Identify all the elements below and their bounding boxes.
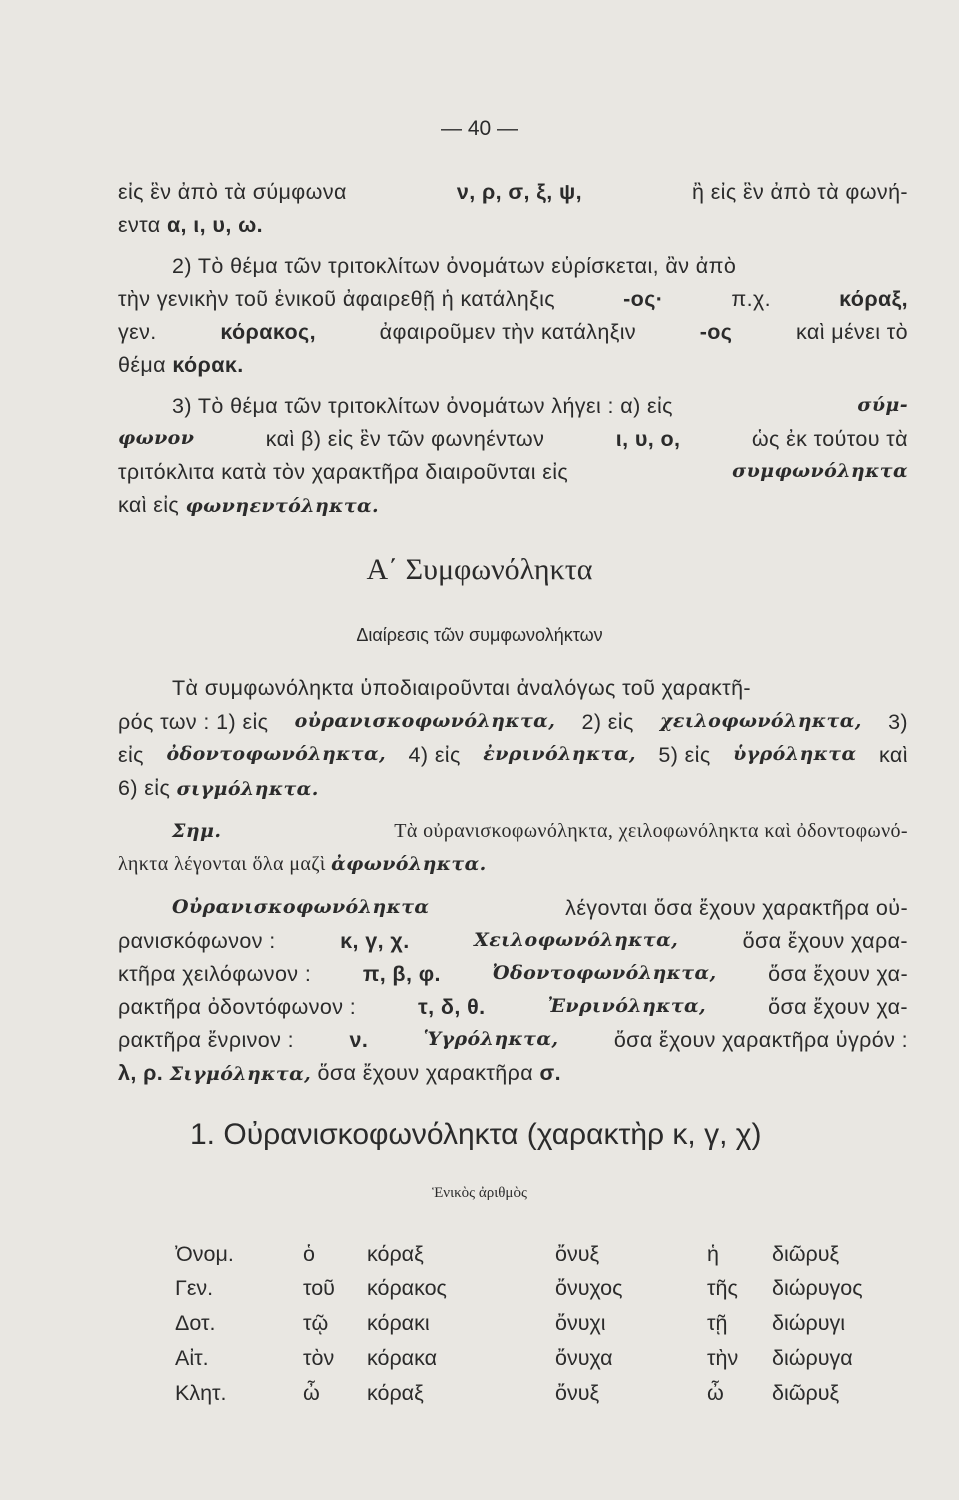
text-line (118, 353, 244, 378)
text-line (118, 929, 908, 954)
table-cell: τὴν (707, 1346, 739, 1370)
text-span: ρός των : 1) εἰς (118, 710, 269, 734)
text-span: καὶ β) εἰς ἓν τῶν φωνηέντων (265, 427, 545, 451)
text-span: ρακτῆρα ἔνρινον : (118, 1028, 295, 1052)
text-line (118, 776, 319, 801)
text-span: 2) εἰς (581, 710, 634, 734)
text-line (118, 460, 908, 485)
text-span: π.χ. (731, 287, 772, 311)
text-span: ρανισκόφωνον : (118, 929, 276, 953)
letters: π, β, φ. (362, 962, 441, 986)
term: χειλοφωνόληκτα, (660, 710, 862, 732)
term: συμφωνόληκτα (732, 460, 908, 482)
term: ὀδοντοφωνόληκτα, (166, 743, 387, 765)
table-cell: τῷ (303, 1311, 329, 1335)
text-span: 5) εἰς (658, 743, 711, 767)
text-span: λέγονται ὅσα ἔχουν χαρακτῆρα οὐ- (565, 896, 908, 920)
term: ἀφωνόληκτα. (331, 853, 487, 875)
term: Χειλοφωνόληκτα, (474, 929, 679, 951)
letters: ν. (349, 1028, 369, 1052)
table-cell: ὦ (707, 1381, 724, 1405)
table-cell: διῶρυξ (772, 1242, 840, 1266)
table-cell: ὄνυχος (555, 1276, 623, 1300)
table-cell: κόραξ (367, 1381, 424, 1405)
number-label: Ἑνικὸς ἀριθμὸς (432, 1185, 527, 1201)
table-cell: κόρακος (367, 1276, 447, 1300)
case-label: Ὀνομ. (175, 1242, 234, 1266)
text-span: ληκτα λέγονται ὅλα μαζὶ (118, 853, 326, 875)
letters: ι, υ, ο, (615, 427, 681, 451)
term: Ὀδοντοφωνόληκτα, (492, 962, 717, 984)
text-span: 4) εἰς (408, 743, 461, 767)
text-span: ἢ εἰς ἓν ἀπὸ τὰ φωνή- (691, 180, 908, 204)
term: σιγμόληκτα. (176, 778, 319, 800)
text-span: ὅσα ἔχουν χαρα- (742, 929, 908, 953)
text-line (172, 896, 908, 921)
text-span: καὶ (879, 743, 908, 767)
term: Ὑγρόληκτα, (423, 1028, 559, 1050)
text-span: Τὰ συμφωνόληκτα ὑποδιαιροῦνται ἀναλόγως τοῦ χαρακτῆ- (172, 676, 751, 700)
note-line (118, 853, 487, 876)
text-span: γεν. (118, 320, 157, 344)
table-cell: διώρυγος (772, 1276, 863, 1300)
text-line (118, 213, 263, 238)
table-cell: ὁ (303, 1242, 315, 1266)
text-span: ὅσα ἔχουν χαρακτῆρα ὑγρόν : (613, 1028, 908, 1052)
note-label: Σημ. (172, 820, 222, 842)
table-cell: τοῦ (303, 1276, 335, 1300)
case-label: Γεν. (175, 1276, 214, 1300)
text-line (118, 493, 379, 518)
subsection-title: 1. Οὐρανισκοφωνόληκτα (χαρακτὴρ κ, γ, χ) (190, 1118, 762, 1151)
text-span: τὴν γενικὴν τοῦ ἑνικοῦ ἀφαιρεθῇ ἡ κατάληξις (118, 287, 556, 311)
table-cell: ὄνυξ (555, 1242, 600, 1266)
text-line (118, 710, 908, 735)
text-span: 3) (888, 710, 908, 734)
term: οὐρανισκοφωνόληκτα, (294, 710, 556, 732)
ending: -ος· (623, 287, 664, 311)
table-cell: τὸν (303, 1346, 335, 1370)
page-number: — 40 — (440, 117, 519, 140)
text-line (118, 743, 908, 768)
table-cell: ὄνυχα (555, 1346, 613, 1370)
example-word: κόρακ. (172, 353, 244, 377)
text-span: εἰς (118, 743, 144, 767)
text-span: τριτόκλιτα κατὰ τὸν χαρακτῆρα διαιροῦνται εἰς (118, 460, 569, 484)
text-span: καὶ μένει τὸ (796, 320, 908, 344)
text-span: κτῆρα χειλόφωνον : (118, 962, 312, 986)
text-span: ρακτῆρα ὀδοντόφωνον : (118, 995, 357, 1019)
table-cell: διώρυγι (772, 1311, 846, 1335)
term: ἐνρινόληκτα, (483, 743, 636, 765)
table-cell: κόρακι (367, 1311, 430, 1335)
term: Ἐνρινόληκτα, (547, 995, 707, 1017)
table-cell: κόρακα (367, 1346, 438, 1370)
text-span: ὅσα ἔχουν χα- (768, 962, 908, 986)
term: σύμ- (857, 394, 908, 416)
text-line (118, 287, 908, 312)
term: φωνηεντόληκτα. (185, 495, 380, 517)
text-line (172, 676, 908, 701)
text-line (118, 320, 908, 345)
ending: -ος (699, 320, 733, 344)
text-span: εντα (118, 213, 161, 237)
table-cell: ὦ (303, 1381, 320, 1405)
note-line (172, 820, 908, 843)
table-cell: τῆς (707, 1276, 738, 1300)
term: Σιγμόληκτα, (169, 1063, 312, 1085)
text-span: 3) Τὸ θέμα τῶν τριτοκλίτων ὀνομάτων λήγει : α) εἰς (172, 394, 673, 418)
letters: τ, δ, θ. (418, 995, 486, 1019)
text-span: ὅσα ἔχουν χαρακτῆρα (317, 1061, 534, 1085)
letters: α, ι, υ, ω. (166, 213, 264, 237)
text-span: εἰς ἓν ἀπὸ τὰ σύμφωνα (118, 180, 347, 204)
case-label: Δοτ. (175, 1311, 216, 1335)
text-line (118, 1028, 908, 1053)
text-line (118, 962, 908, 987)
text-span: ὅσα ἔχουν χα- (768, 995, 908, 1019)
case-label: Αἰτ. (175, 1346, 209, 1370)
table-cell: ὄνυχι (555, 1311, 606, 1335)
letters: λ, ρ. (118, 1061, 164, 1085)
text-line (118, 180, 908, 205)
term: φωνον (118, 427, 195, 449)
example-word: κόρακος, (220, 320, 317, 344)
example-word: κόραξ, (839, 287, 908, 311)
case-label: Κλητ. (175, 1381, 227, 1405)
text-line (172, 394, 908, 419)
text-span: καὶ εἰς (118, 493, 180, 517)
letters: σ. (539, 1061, 561, 1085)
text-line (118, 427, 908, 452)
text-span: θέμα (118, 353, 166, 377)
text-line (118, 1061, 561, 1086)
text-span: ὡς ἐκ τούτου τὰ (751, 427, 908, 451)
letters: ν, ρ, σ, ξ, ψ, (456, 180, 582, 204)
table-cell: κόραξ (367, 1242, 424, 1266)
term: ὑγρόληκτα (733, 743, 857, 765)
table-cell: ὄνυξ (555, 1381, 600, 1405)
text-span: Τὰ οὐρανισκοφωνόληκτα, χειλοφωνόληκτα καὶ ὀδοντοφωνό- (394, 820, 908, 842)
section-title: Α΄ Συμφωνόληκτα (366, 553, 593, 586)
section-subtitle: Διαίρεσις τῶν συμφωνολήκτων (356, 625, 603, 645)
table-cell: διῶρυξ (772, 1381, 840, 1405)
text-line (172, 254, 908, 279)
term: Οὐρανισκοφωνόληκτα (172, 896, 430, 918)
text-span: ἀφαιροῦμεν τὴν κατάληξιν (379, 320, 637, 344)
table-cell: τῇ (707, 1311, 728, 1335)
table-cell: ἡ (707, 1242, 719, 1266)
table-cell: διώρυγα (772, 1346, 853, 1370)
text-line (118, 995, 908, 1020)
text-span: 6) εἰς (118, 776, 171, 800)
letters: κ, γ, χ. (340, 929, 410, 953)
text-span: 2) Τὸ θέμα τῶν τριτοκλίτων ὀνομάτων εὑρίσκεται, ἂν ἀπὸ (172, 254, 737, 278)
